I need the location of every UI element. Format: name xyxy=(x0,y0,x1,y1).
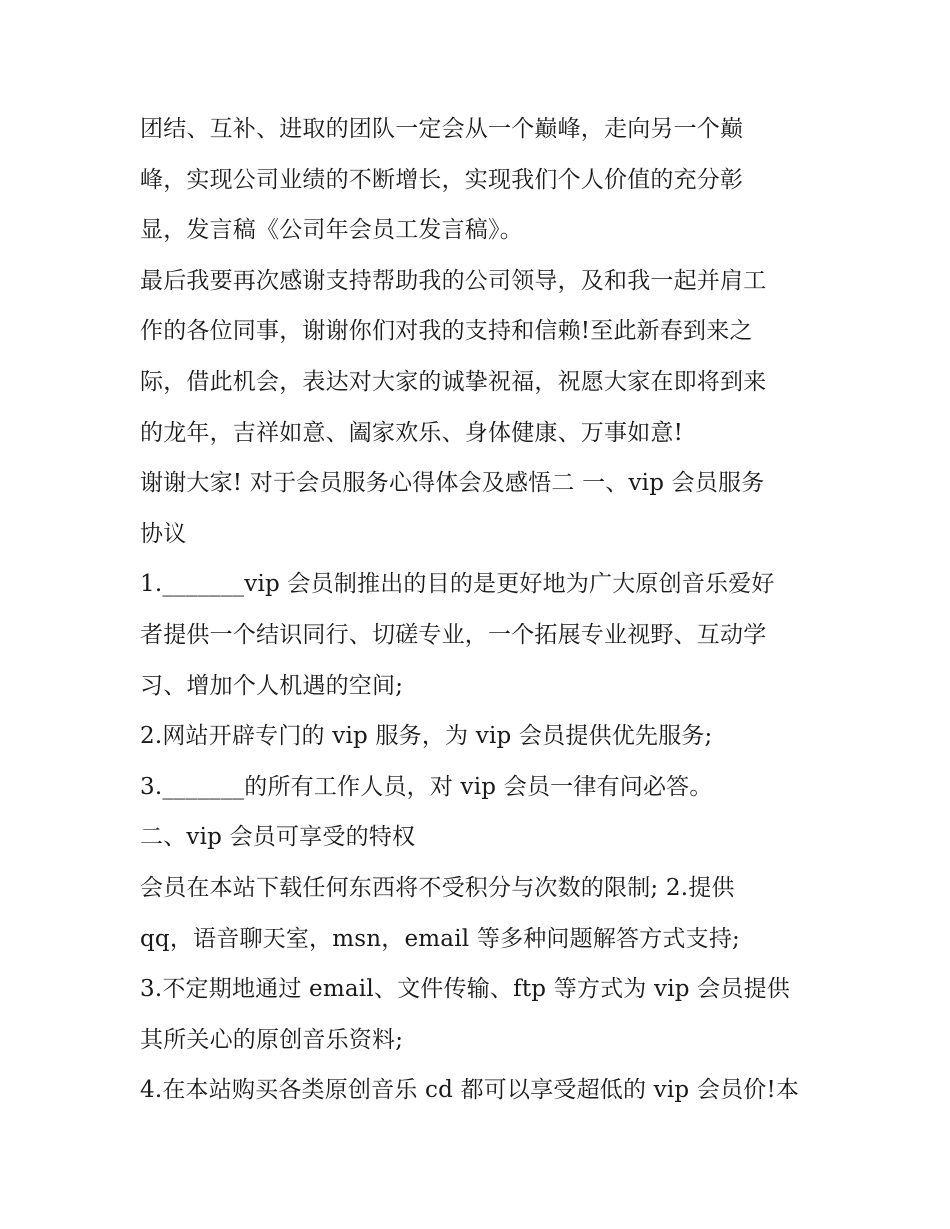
text-line: 作的各位同事，谢谢你们对我的支持和信赖!至此新春到来之 xyxy=(140,318,753,345)
text-line: 团结、互补、进取的团队一定会从一个巅峰，走向另一个巅 xyxy=(140,116,744,142)
text-line: 1._______vip 会员制推出的目的是更好地为广大原创音乐爱好 xyxy=(140,571,775,598)
text-line: 3._______的所有工作人员，对 vip 会员一律有问必答。 xyxy=(140,773,713,800)
text-line: qq，语音聊天室，msn，email 等多种问题解答方式支持; xyxy=(140,925,740,952)
text-line: 者提供一个结识同行、切磋专业，一个拓展专业视野、互动学 xyxy=(140,621,767,648)
text-line: 二、vip 会员可享受的特权 xyxy=(140,824,416,851)
text-line: 峰，实现公司业绩的不断增长，实现我们个人价值的充分彰 xyxy=(140,166,744,193)
text-line: 显，发言稿《公司年会员工发言稿》。 xyxy=(140,217,523,244)
text-line: 最后我要再次感谢支持帮助我的公司领导，及和我一起并肩工 xyxy=(140,267,767,294)
text-line: 际，借此机会，表达对大家的诚挚祝福，祝愿大家在即将到来 xyxy=(140,368,767,395)
text-line: 谢谢大家! 对于会员服务心得体会及感悟二 一、vip 会员服务 xyxy=(140,470,765,497)
text-line: 4.在本站购买各类原创音乐 cd 都可以享受超低的 vip 会员价!本 xyxy=(140,1077,800,1104)
text-line: 3.不定期地通过 email、文件传输、ftp 等方式为 vip 会员提供 xyxy=(140,976,790,1003)
text-line: 协议 xyxy=(140,520,187,547)
document-body xyxy=(140,104,820,1116)
text-line: 其所关心的原创音乐资料; xyxy=(140,1026,404,1053)
text-line: 的龙年，吉祥如意、阖家欢乐、身体健康、万事如意! xyxy=(140,419,684,446)
text-line: 会员在本站下载任何东西将不受积分与次数的限制; 2.提供 xyxy=(140,874,735,901)
text-line: 2.网站开辟专门的 vip 服务，为 vip 会员提供优先服务; xyxy=(140,723,713,750)
text-line: 习、增加个人机遇的空间; xyxy=(140,672,404,699)
